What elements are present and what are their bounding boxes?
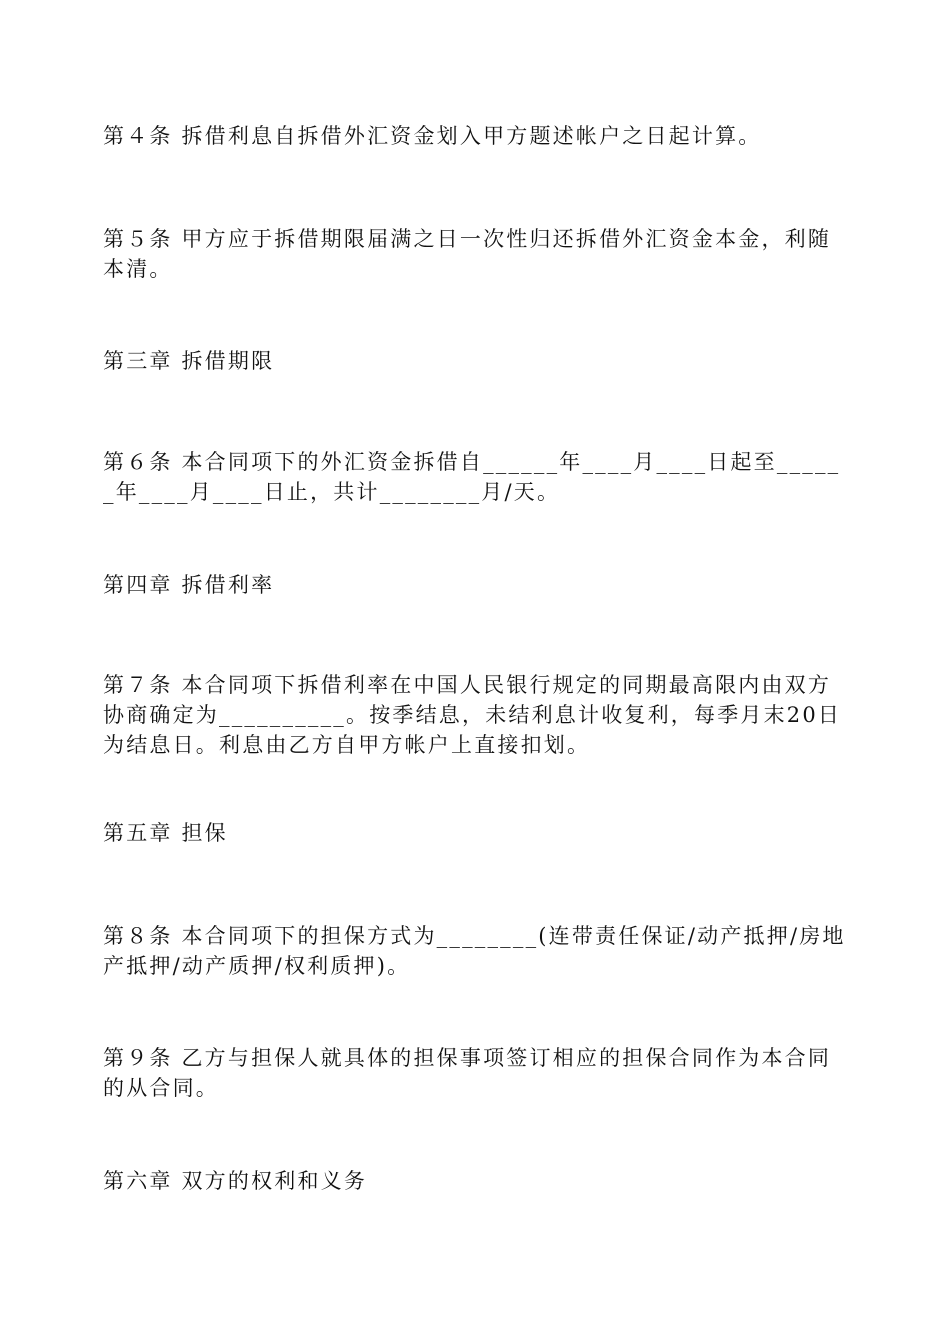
- article-6-paragraph: 第６条 本合同项下的外汇资金拆借自______年____月____日起至______年____月____日止，共计________月/天。: [103, 450, 841, 504]
- chapter-3-heading: 第三章 拆借期限: [103, 349, 275, 373]
- article-4-paragraph: 第４条 拆借利息自拆借外汇资金划入甲方题述帐户之日起计算。: [103, 124, 762, 148]
- article-7-paragraph: 第７条 本合同项下拆借利率在中国人民银行规定的同期最高限内由双方协商确定为__________。按季结息，未结利息计收复利，每季月末20日为结息日。利息由乙方自甲方帐户上直接扣划。: [103, 673, 842, 757]
- chapter-5-heading: 第五章 担保: [103, 821, 228, 845]
- chapter-6-heading: 第六章 双方的权利和义务: [103, 1169, 368, 1193]
- chapter-4-heading: 第四章 拆借利率: [103, 573, 275, 597]
- article-8-paragraph: 第８条 本合同项下的担保方式为________(连带责任保证/动产抵押/房地产抵押/动产质押/权利质押)。: [103, 924, 846, 978]
- article-5-paragraph: 第５条 甲方应于拆借期限届满之日一次性归还拆借外汇资金本金，利随本清。: [103, 227, 832, 281]
- article-9-paragraph: 第９条 乙方与担保人就具体的担保事项签订相应的担保合同作为本合同的从合同。: [103, 1046, 832, 1100]
